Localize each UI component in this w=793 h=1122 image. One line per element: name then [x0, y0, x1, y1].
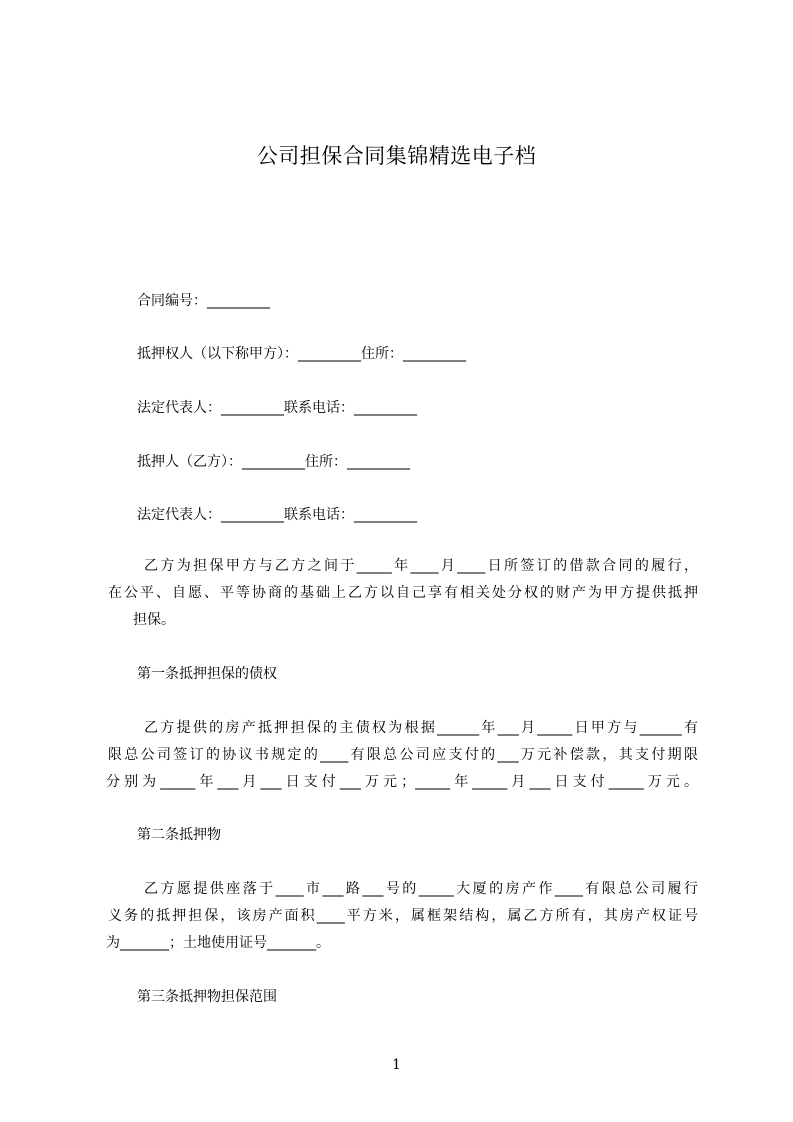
- legal-representative-field-1: 法定代表人：_________联系电话：_________: [137, 400, 417, 416]
- page-number: 1: [392, 1057, 401, 1073]
- document-title: 公司担保合同集锦精选电子档: [256, 144, 537, 168]
- article-1-paragraph: [106, 715, 698, 796]
- intro-paragraph: [106, 553, 698, 634]
- legal-representative-field-2: 法定代表人：_________联系电话：_________: [137, 507, 417, 523]
- mortgagee-field: 抵押权人（以下称甲方）：_________住所：_________: [137, 346, 466, 362]
- intro-line-2: 在公平、自愿、平等协商的基础上乙方以自己享有相关处分权的财产为甲方提供抵押: [108, 585, 698, 601]
- article-1-line-2: 限总公司签订的协议书规定的____有限总公司应支付的___万元补偿款，其支付期限: [108, 747, 698, 763]
- article-2-line-1: 乙方愿提供座落于____市___路___号的_____大厦的房产作____有限总公司履行: [144, 881, 698, 897]
- article-3-heading: 第三条抵押物担保范围: [137, 989, 277, 1005]
- article-2-line-3: 为_______；土地使用证号_______。: [106, 935, 330, 951]
- article-2-line-2: 义务的抵押担保，该房产面积____平方米，属框架结构，属乙方所有，其房产权证号: [108, 908, 698, 924]
- article-1-heading: 第一条抵押担保的债权: [137, 666, 277, 682]
- intro-line-1: 乙方为担保甲方与乙方之间于_____年____月____日所签订的借款合同的履行，: [144, 558, 698, 574]
- article-1-line-3: 分别为_____年___月___日支付___万元；_____年_____月___日支付_____万元。: [106, 774, 698, 790]
- intro-line-3: 担保。: [133, 612, 175, 628]
- article-2-heading: 第二条抵押物: [137, 827, 221, 843]
- mortgagor-field: 抵押人（乙方）：_________住所：_________: [137, 454, 410, 470]
- article-1-line-1: 乙方提供的房产抵押担保的主债权为根据______年___月_____日甲方与______有: [144, 720, 698, 736]
- contract-number-field: 合同编号：_________: [137, 293, 270, 309]
- article-2-paragraph: [106, 876, 698, 957]
